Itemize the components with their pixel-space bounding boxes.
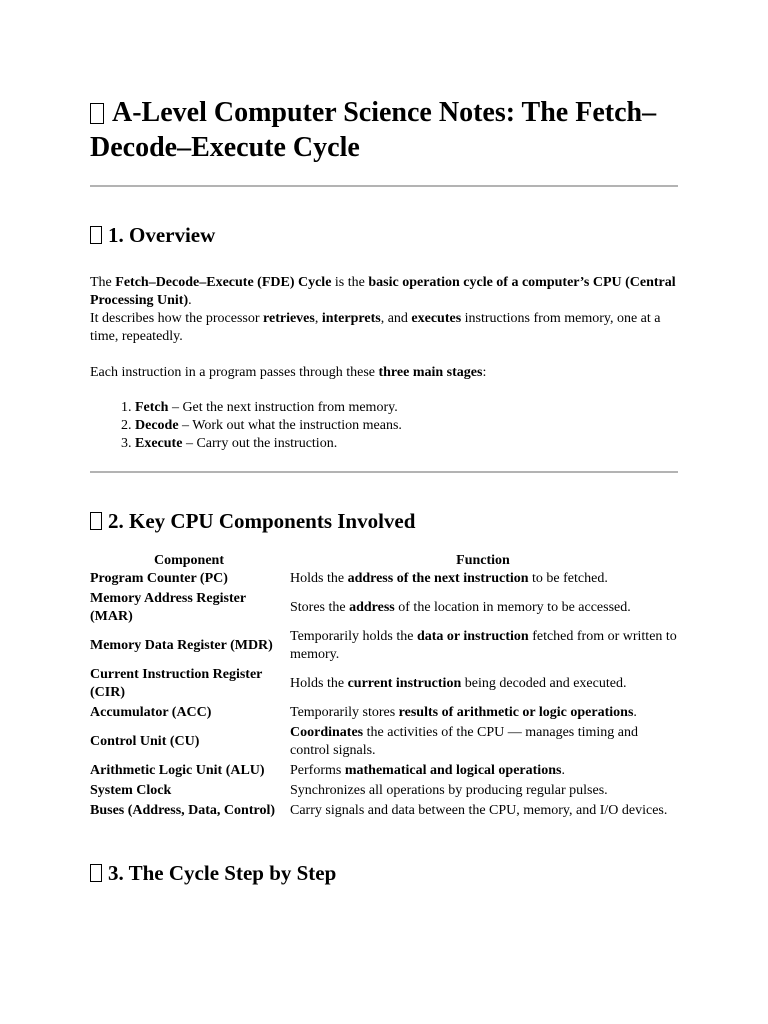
divider (90, 471, 678, 473)
text-run: Carry signals and data between the CPU, memory, and I/O devices. (290, 803, 668, 818)
bold-text: basic operation cycle of a computer’s CPU (Central Processing Unit) (90, 275, 676, 308)
text-run: : (482, 365, 487, 380)
stage-name: Decode (135, 418, 179, 433)
function-cell (288, 704, 678, 724)
component-cell: Current Instruction Register (CIR) (90, 667, 263, 700)
page-title: A-Level Computer Science Notes: The Fetch–Decode–Execute Cycle (90, 97, 657, 163)
missing-glyph-icon (90, 103, 104, 124)
text-run: instructions from memory, one at a time, repeatedly. (90, 311, 661, 344)
stage-name: Execute (135, 436, 183, 451)
function-cell (288, 782, 678, 802)
component-cell: Arithmetic Logic Unit (ALU) (90, 763, 265, 778)
text-run: The (90, 275, 116, 290)
missing-glyph-icon (90, 864, 102, 882)
divider (90, 185, 678, 187)
stage-description: – Work out what the instruction means. (178, 418, 402, 433)
text-run: Performs (290, 763, 345, 778)
component-cell: System Clock (90, 783, 172, 798)
bold-text: three main stages (378, 365, 483, 380)
bold-text: Coordinates (290, 725, 364, 740)
table-row (90, 802, 678, 822)
function-cell (288, 570, 678, 590)
table-row (90, 628, 678, 666)
text-run: , and (380, 311, 412, 326)
function-cell (288, 666, 678, 704)
function-cell (288, 724, 678, 762)
text-run: Stores the (290, 600, 350, 615)
stage-name: Fetch (135, 400, 169, 415)
section-heading-components: 2. Key CPU Components Involved (90, 508, 678, 534)
function-cell (288, 590, 678, 628)
text-run: It describes how the processor (90, 311, 264, 326)
text-run: is the (331, 275, 369, 290)
text-run: . (561, 763, 565, 778)
bold-text: mathematical and logical operations (344, 763, 562, 778)
stages-intro-paragraph (90, 364, 678, 382)
bold-text: address of the next instruction (347, 571, 529, 586)
component-cell: Memory Data Register (MDR) (90, 638, 273, 653)
table-row (90, 762, 678, 782)
text-run: Temporarily holds the (290, 629, 417, 644)
bold-text: data or instruction (416, 629, 529, 644)
text-run: Each instruction in a program passes through these (90, 365, 379, 380)
text-run: fetched from or written to memory. (290, 629, 677, 662)
stages-list (90, 399, 678, 453)
text-run: . (188, 293, 192, 308)
overview-paragraph (90, 274, 678, 346)
table-row (90, 704, 678, 724)
text-run: of the location in memory to be accessed. (394, 600, 631, 615)
text-run: Temporarily stores (290, 705, 399, 720)
missing-glyph-icon (90, 226, 102, 244)
text-run: Holds the (290, 571, 348, 586)
bold-text: retrieves (263, 311, 315, 326)
text-run: . (633, 705, 637, 720)
table-header-row (90, 552, 678, 570)
component-cell: Buses (Address, Data, Control) (90, 803, 275, 818)
component-cell: Control Unit (CU) (90, 734, 200, 749)
section-heading-cycle: 3. The Cycle Step by Step (90, 860, 678, 886)
table-row (90, 666, 678, 704)
stage-item (135, 399, 678, 417)
stage-item (135, 435, 678, 453)
components-table (90, 552, 678, 822)
stage-description: – Get the next instruction from memory. (168, 400, 398, 415)
component-cell: Program Counter (PC) (90, 571, 228, 586)
bold-text: Fetch–Decode–Execute (FDE) Cycle (115, 275, 332, 290)
missing-glyph-icon (90, 512, 102, 530)
table-row (90, 782, 678, 802)
text-run: the activities of the CPU — manages timing and control signals. (290, 725, 639, 758)
bold-text: interprets (321, 311, 381, 326)
function-cell (288, 762, 678, 782)
component-cell: Memory Address Register (MAR) (90, 591, 246, 624)
function-cell (288, 802, 678, 822)
stage-description: – Carry out the instruction. (182, 436, 338, 451)
column-header-function: Function (456, 553, 510, 568)
text-run: , (314, 311, 322, 326)
text-run: Synchronizes all operations by producing regular pulses. (290, 783, 608, 798)
table-row (90, 590, 678, 628)
stage-item (135, 417, 678, 435)
bold-text: address (349, 600, 395, 615)
bold-text: executes (411, 311, 462, 326)
column-header-component: Component (153, 553, 224, 568)
text-run: to be fetched. (528, 571, 608, 586)
section-heading-overview: 1. Overview (90, 222, 678, 248)
bold-text: current instruction (347, 676, 462, 691)
function-cell (288, 628, 678, 666)
component-cell: Accumulator (ACC) (90, 705, 212, 720)
table-row (90, 570, 678, 590)
text-run: Holds the (290, 676, 348, 691)
bold-text: results of arithmetic or logic operations (398, 705, 634, 720)
text-run: being decoded and executed. (461, 676, 627, 691)
table-row (90, 724, 678, 762)
